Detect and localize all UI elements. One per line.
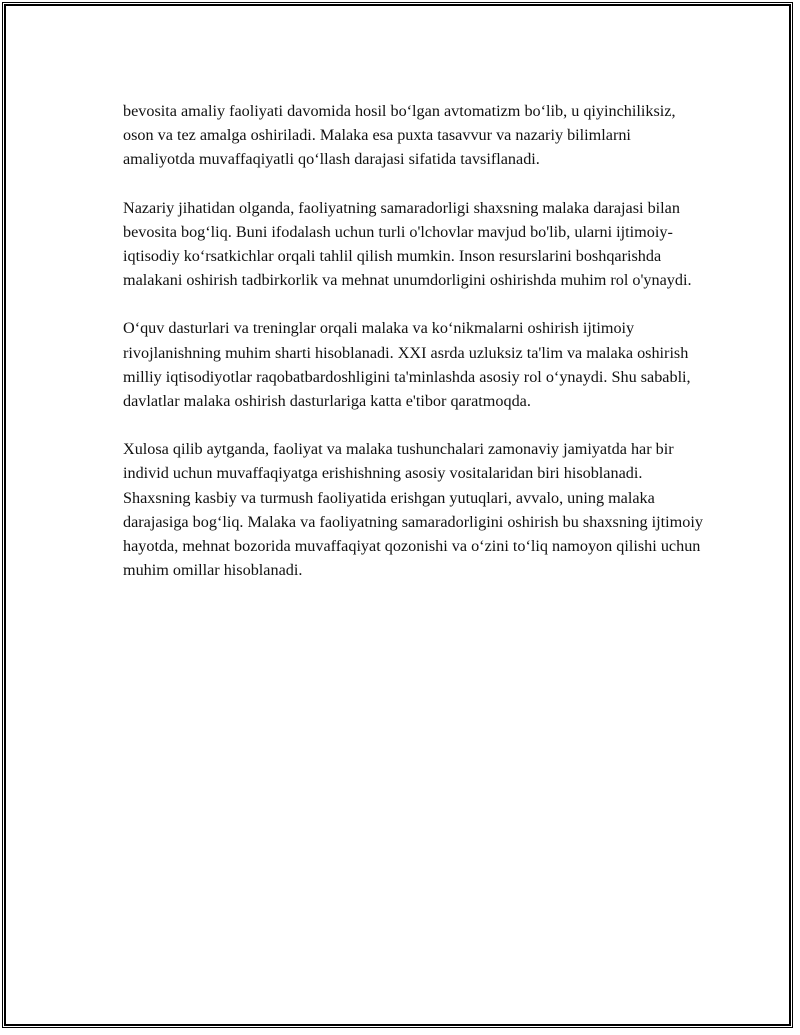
paragraph-3: Oʻquv dasturlari va treninglar orqali malaka va koʻnikmalarni oshirish ijtimoiy rivojlanishning muhim sharti hisoblanadi. XXI asrda uzluksiz ta'lim va malaka oshirish milliy iqtisodiyotlar raqobatbardoshligini ta'minlashda asosiy rol oʻynaydi. Shu sababli, davlatlar malaka oshirish dasturlariga katta e'tibor qaratmoqda. xyxy=(123,319,691,411)
paragraph-2: Nazariy jihatidan olganda, faoliyatning samaradorligi shaxsning malaka darajasi bilan bevosita bogʻliq. Buni ifodalash uchun turli o'lchovlar mavjud bo'lib, ularni ijtimoiy-iqtisodiy koʻrsatkichlar orqali tahlil qilish mumkin. Inson resurslarini boshqarishda malakani oshirish tadbirkorlik va mehnat unumdorligini oshirishda muhim rol o'ynaydi. xyxy=(123,198,692,290)
paragraph-1: bevosita amaliy faoliyati davomida hosil boʻlgan avtomatizm boʻlib, u qiyinchiliksiz, oson va tez amalga oshiriladi. Malaka esa puxta tasavvur va nazariy bilimlarni amaliyotda muvaffaqiyatli qoʻllash darajasi sifatida tavsiflanadi. xyxy=(123,102,676,169)
document-page xyxy=(2,2,793,1028)
paragraph-4: Xulosa qilib aytganda, faoliyat va malaka tushunchalari zamonaviy jamiyatda har bir individ uchun muvaffaqiyatga erishishning asosiy vositalaridan biri hisoblanadi. Shaxsning kasbiy va turmush faoliyatida erishgan yutuqlari, avvalo, uning malaka darajasiga bogʻliq. Malaka va faoliyatning samaradorligini oshirish bu shaxsning ijtimoiy hayotda, mehnat bozorida muvaffaqiyat qozonishi va oʻzini toʻliq namoyon qilishi uchun muhim omillar hisoblanadi. xyxy=(123,440,703,580)
document-body xyxy=(123,99,703,606)
